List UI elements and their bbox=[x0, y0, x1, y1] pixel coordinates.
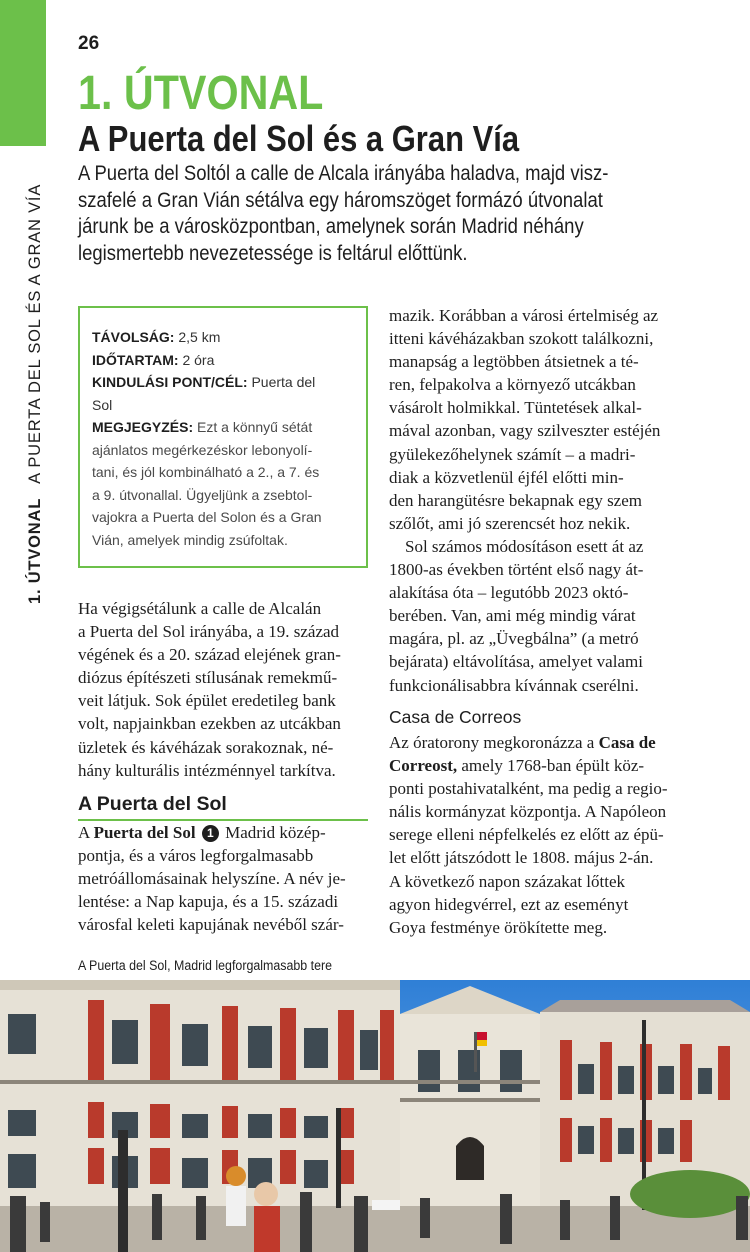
section-heading-casa-de-correos: Casa de Correos bbox=[389, 707, 522, 727]
side-running-header bbox=[26, 184, 45, 604]
text-line: diak a közvetlenül éjfél előtti min- bbox=[389, 467, 624, 487]
text-line: vásárolt holmikkal. Tüntetések alkal- bbox=[389, 398, 642, 418]
text-line: 1800-as években történt első nagy át- bbox=[389, 560, 644, 580]
distance-value: 2,5 km bbox=[178, 329, 221, 345]
text-line: berében. Van, ami még mindig várat bbox=[389, 606, 636, 626]
text-line: ponti postahivatalként, ma pedig a regio- bbox=[389, 779, 668, 799]
intro-paragraph bbox=[78, 160, 628, 266]
note-line: vajokra a Puerta del Solon és a Gran bbox=[92, 509, 322, 525]
text-line: itteni kávéházakban szokott találkozni, bbox=[389, 329, 654, 349]
route-number-heading: 1. ÚTVONAL bbox=[78, 67, 324, 120]
duration-value: 2 óra bbox=[182, 351, 215, 368]
page-number: 26 bbox=[78, 33, 100, 54]
text-line: szőlőt, ami jó szerencsét hoz nekik. bbox=[389, 513, 631, 533]
text-line: városfal keleti kapujának nevéből szár- bbox=[78, 915, 344, 935]
text-line: lentése: a Nap kapuja, és a 15. századi bbox=[78, 892, 339, 912]
puerta-del-sol-paragraph bbox=[78, 821, 346, 936]
casa-de-correos-paragraph bbox=[389, 731, 668, 939]
text-line: let előtt játszódott le 1808. május 2-án. bbox=[389, 848, 654, 868]
lamp-post bbox=[118, 1130, 128, 1252]
puerta-del-sol-continued bbox=[389, 304, 660, 697]
text-line: végének és a 20. század elejének gran- bbox=[78, 645, 341, 665]
section-heading-puerta-del-sol: A Puerta del Sol bbox=[78, 793, 368, 821]
intro-line: szafelé a Gran Vián sétálva egy háromszöget formázó útvonalat bbox=[78, 187, 603, 212]
side-label-route: 1. ÚTVONAL bbox=[26, 497, 44, 604]
chapter-color-tab bbox=[0, 0, 46, 146]
text-line: serege elleni népfelkelés ez előtt az épü- bbox=[389, 825, 664, 845]
photo-caption: A Puerta del Sol, Madrid legforgalmasabb tere bbox=[78, 958, 333, 973]
main-door bbox=[456, 1137, 484, 1180]
text-line: mával azonban, vagy szilveszter estéjén bbox=[389, 421, 661, 441]
text-run: Madrid közép- bbox=[225, 823, 326, 842]
intro-line: A Puerta del Soltól a calle de Alcala irányába haladva, majd visz- bbox=[78, 161, 609, 185]
note-line: ajánlatos megérkezéskor lebonyolí- bbox=[92, 441, 313, 458]
flag bbox=[477, 1032, 487, 1040]
note-line: a 9. útvonallal. Ügyeljünk a zsebtol- bbox=[92, 486, 313, 503]
start-value: Puerta del bbox=[251, 374, 316, 390]
text-line: a Puerta del Sol irányába, a 19. század bbox=[78, 622, 340, 642]
plaza-pavement bbox=[0, 1206, 750, 1252]
text-line: funkcionálisabbra kívánnak cserélni. bbox=[389, 675, 639, 695]
intro-line: legismertebb nevezetessége is feltárul előttünk. bbox=[78, 240, 468, 265]
text-line: veit látjuk. Sok épület eredetileg bank bbox=[78, 691, 336, 711]
text-run: Az óratorony megkoronázza a bbox=[389, 733, 599, 752]
costumed-figure bbox=[226, 1186, 246, 1226]
text-line: metróállomásainak helyszíne. A név je- bbox=[78, 869, 346, 889]
text-line: manapság a legtöbben átsietnek a té- bbox=[389, 352, 639, 372]
text-line: gyülekezőhelynek számít – a madri- bbox=[389, 444, 636, 464]
text-line: volt, napjainkban ezekben az utcákban bbox=[78, 714, 341, 734]
text-line: mazik. Korábban a városi értelmiség az bbox=[389, 306, 659, 325]
text-line: Goya festménye örökítette meg. bbox=[389, 917, 608, 937]
start-label: KINDULÁSI PONT/CÉL: bbox=[92, 374, 248, 390]
text-line: ren, felpakolva a környező utcákban bbox=[389, 375, 636, 395]
text-line: pontja, és a város legforgalmasabb bbox=[78, 846, 314, 866]
text-run: A bbox=[78, 823, 94, 842]
building-center bbox=[400, 1014, 540, 1210]
route-info-box bbox=[78, 306, 368, 568]
page-title: A Puerta del Sol és a Gran Vía bbox=[78, 118, 520, 159]
side-label-title: A PUERTA DEL SOL ÉS A GRAN VÍA bbox=[26, 183, 44, 484]
puerta-del-sol-photo bbox=[0, 980, 750, 1252]
text-line: alakítása óta – legutóbb 2023 októ- bbox=[389, 583, 629, 603]
text-line: A következő napon százakat lőttek bbox=[389, 871, 626, 891]
place-name: Puerta del Sol bbox=[93, 823, 196, 842]
text-line: Sol számos módosításon esett át az bbox=[405, 536, 644, 556]
text-run: amely 1768-ban épült köz- bbox=[457, 756, 645, 776]
note-line: tani, és jól kombinálható a 2., a 7. és bbox=[92, 464, 320, 480]
place-name: Casa de bbox=[598, 733, 656, 752]
text-line: diózus építészeti stílusának remekmű- bbox=[78, 668, 338, 688]
text-line: üzletek és kávéházak sorakoznak, né- bbox=[78, 737, 334, 757]
tree bbox=[630, 1170, 750, 1218]
note-label: MEGJEGYZÉS: bbox=[92, 419, 194, 435]
alcala-paragraph bbox=[78, 597, 341, 782]
text-line: den harangütésre bekapnak egy szem bbox=[389, 490, 642, 510]
start-value-cont: Sol bbox=[92, 396, 113, 413]
note-line: Vián, amelyek mindig zsúfoltak. bbox=[92, 531, 288, 548]
text-line: Ha végigsétálunk a calle de Alcalán bbox=[78, 599, 322, 618]
distance-label: TÁVOLSÁG: bbox=[92, 329, 175, 345]
place-name: Correost, bbox=[389, 756, 458, 776]
intro-line: járunk be a városközpontban, amelynek során Madrid néhány bbox=[78, 214, 584, 238]
text-line: nális kormányzat központja. A Napóleon bbox=[389, 802, 667, 822]
duration-label: IDŐTARTAM: bbox=[92, 351, 179, 368]
text-line: hány kulturális intézménnyel tarkítva. bbox=[78, 760, 336, 780]
text-line: agyon hidegvérrel, ezt az eseményt bbox=[389, 894, 629, 914]
text-line: bejárata) eltávolítása, amelyet valami bbox=[389, 652, 643, 672]
text-line: magára, pl. az „Üvegbálna” (a metró bbox=[389, 629, 639, 649]
note-line: Ezt a könnyű sétát bbox=[197, 419, 313, 435]
map-marker-badge: 1 bbox=[202, 825, 219, 842]
